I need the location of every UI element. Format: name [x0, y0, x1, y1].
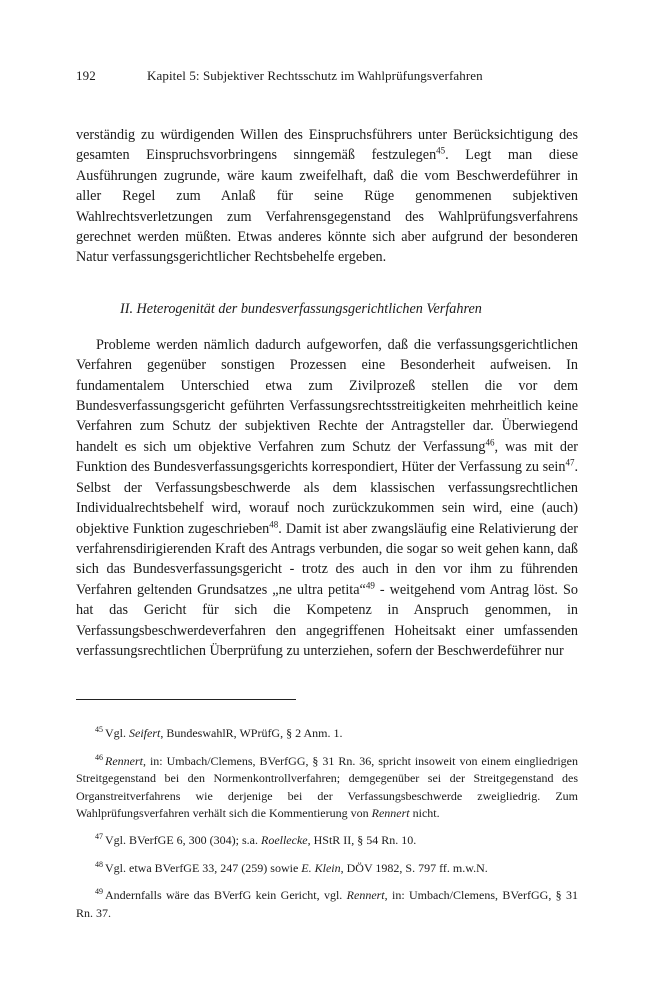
paragraph-continued: verständig zu würdigenden Willen des Einspruchsführers unter Berücksichtigung des gesamten Einspruchsvorbringens sinngemäß festzulegen$^{45}$. Legt man diese Ausführungen zugrunde, wäre kaum zweifelhaft, daß die vom Beschwerdeführer in aller Regel zum Anlaß für seine Rüge genommenen subjektiven Wahlrechtsverletzungen zum Verfahrensgegenstand des Wahlprüfungsverfahrens gerechnet werden müßten. Etwas anderes könnte sich aber aufgrund der besonderen Natur verfassungsgerichtlicher Rechtsbehelfe ergeben. — [76, 127, 578, 266]
footnote-ref-47[interactable]: 47 — [565, 457, 575, 468]
footnote-ref-48[interactable]: 48 — [269, 518, 279, 529]
footnote-46: $^{46}$ Rennert, in: Umbach/Clemens, BVerfGG, § 31 Rn. 36, spricht insoweit von einem eingliedrigen Streitgegenstand bei den Normenkontrollverfahren; demgegenüber sei der Streitgegenstand des Organstreitverfahrens wie derjenige bei der Verfassungsbeschwerde zweigliedrig. Zum Wahlprüfungsverfahren verhält sich die Kommentierung von Rennert nicht. — [76, 752, 578, 820]
section-heading: II. Heterogenität der bundesverfassungsgerichtlichen Verfahren — [120, 300, 482, 317]
page-number: 192 — [76, 68, 96, 83]
footnote-ref-45[interactable]: 45 — [436, 145, 446, 156]
footnote-49: $^{49}$ Andernfalls wäre das BVerfG kein Gericht, vgl. Rennert, in: Umbach/Clemens, BVerfGG, § 31 Rn. 37. — [76, 887, 579, 920]
paragraph-heterogeneity: Probleme werden nämlich dadurch aufgeworfen, daß die verfassungsgerichtlichen Verfahren gegenüber sonstigen Prozessen eine Besonderheit aufweisen. In fundamentalem Unterschied etwa zum Zivilprozeß stellen die vor dem Bundesverfassungsgericht geführten Verfassungsrechtsstreitigkeiten mehrheitlich keine Verfahren zum Schutz der subjektiven Rechte der Antragsteller dar. Überwiegend handelt es sich um objektive Verfahren zum Schutz der Verfassung$^{46}$, was mit der Funktion des Bundesverfassungsgerichts korrespondiert, Hüter der Verfassung zu sein$^{47}$. Selbst der Verfassungsbeschwerde als dem klassischen verfassungsrechtlichen Individualrechtsbehelf wird, worauf noch zurückzukommen sein wird, eine (auch) objektive Funktion zugeschrieben$^{48}$. Damit ist aber zwangsläufig eine Relativierung der verfahrensdirigierenden Kraft des Antrags verbunden, die sogar so weit gehen kann, daß sich das Bundesverfassungsgericht - trotz des auch in den vor ihm zu führenden Verfahren geltenden Grundsatzes „ne ultra petita“$^{49}$ - weitgehend vom Antrag löst. So hat das Gericht für sich die Kompetenz in Anspruch genommen, in Verfassungsbeschwerdeverfahren den angegriffenen Hoheitsakt einer umfassenden verfassungsrechtlichen Überprüfung zu unterziehen, sofern der Beschwerdeführer nur — [76, 336, 578, 659]
main-text — [76, 125, 578, 661]
footnote-separator — [76, 699, 296, 700]
footnote-48: $^{48}$ Vgl. etwa BVerfGE 33, 247 (259) sowie E. Klein, DÖV 1982, S. 797 ff. m.w.N. — [95, 859, 488, 875]
footnotes — [76, 725, 578, 922]
footnote-47: $^{47}$ Vgl. BVerfGE 6, 300 (304); s.a. Roellecke, HStR II, § 54 Rn. 10. — [95, 832, 417, 848]
footnote-45: $^{45}$ Vgl. Seifert, BundeswahlR, WPrüfG, § 2 Anm. 1. — [95, 725, 343, 741]
footnote-ref-49[interactable]: 49 — [365, 579, 375, 590]
book-page — [76, 62, 578, 932]
footnote-ref-46[interactable]: 46 — [485, 437, 495, 448]
running-header — [76, 62, 578, 86]
running-title: Kapitel 5: Subjektiver Rechtsschutz im Wahlprüfungsverfahren — [147, 68, 483, 83]
